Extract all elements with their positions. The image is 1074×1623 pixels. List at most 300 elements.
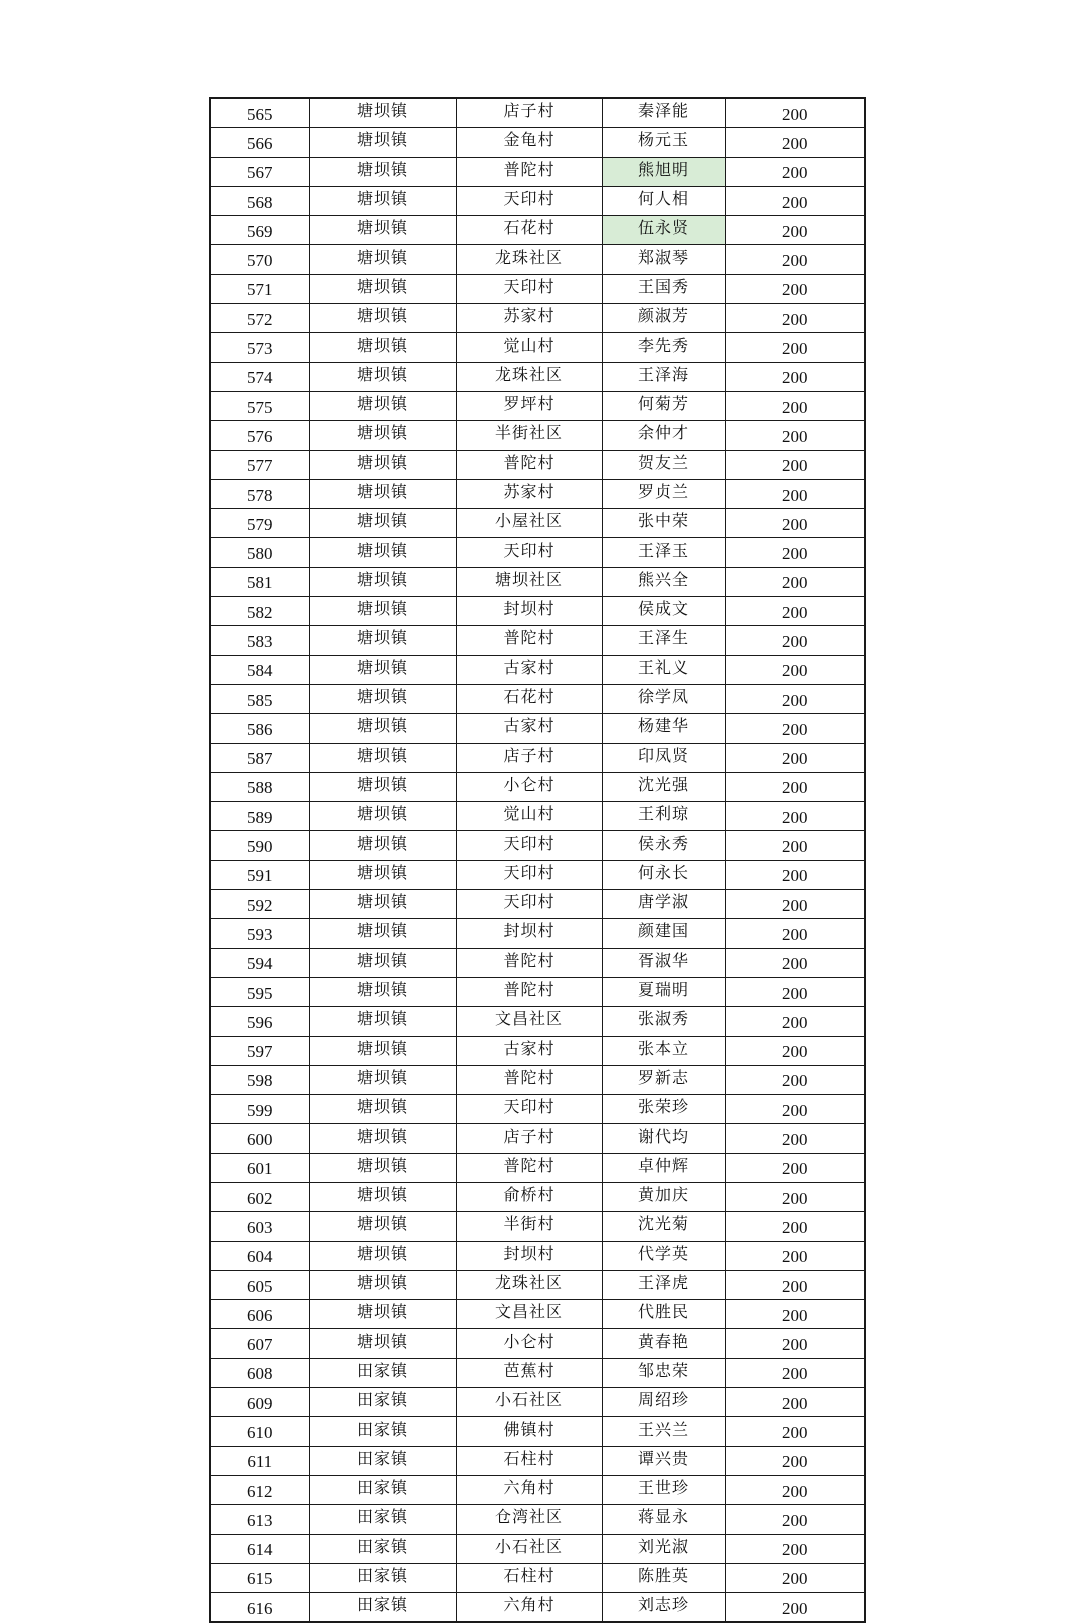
- table-row: [210, 421, 865, 450]
- village-cell: 古家村: [456, 655, 602, 684]
- recipient-name-cell: 侯成文: [602, 597, 725, 626]
- recipient-name-cell: 熊旭明: [602, 157, 725, 186]
- table-row: [210, 128, 865, 157]
- recipient-name-cell: 颜建国: [602, 919, 725, 948]
- town-cell: 塘坝镇: [309, 1036, 456, 1065]
- row-number-cell: 573: [210, 333, 309, 362]
- town-cell: 塘坝镇: [309, 1153, 456, 1182]
- recipient-name-cell: 伍永贤: [602, 216, 725, 245]
- row-number-cell: 571: [210, 274, 309, 303]
- table-row: [210, 1212, 865, 1241]
- recipient-name-cell: 刘志珍: [602, 1593, 725, 1623]
- row-number-cell: 567: [210, 157, 309, 186]
- town-cell: 塘坝镇: [309, 450, 456, 479]
- town-cell: 塘坝镇: [309, 1212, 456, 1241]
- recipient-name-cell: 夏瑞明: [602, 977, 725, 1006]
- row-number-cell: 565: [210, 98, 309, 128]
- recipient-name-cell: 沈光菊: [602, 1212, 725, 1241]
- amount-cell: 200: [725, 831, 865, 860]
- table-row: [210, 684, 865, 713]
- village-cell: 金龟村: [456, 128, 602, 157]
- town-cell: 塘坝镇: [309, 948, 456, 977]
- table-row: [210, 772, 865, 801]
- recipient-name-cell: 陈胜英: [602, 1563, 725, 1592]
- table-row: [210, 245, 865, 274]
- town-cell: 塘坝镇: [309, 274, 456, 303]
- recipient-name-cell: 熊兴全: [602, 567, 725, 596]
- village-cell: 罗坪村: [456, 391, 602, 420]
- recipient-name-cell: 余仲才: [602, 421, 725, 450]
- amount-cell: 200: [725, 655, 865, 684]
- row-number-cell: 606: [210, 1300, 309, 1329]
- table-row: [210, 1270, 865, 1299]
- village-cell: 文昌社区: [456, 1007, 602, 1036]
- town-cell: 塘坝镇: [309, 1300, 456, 1329]
- table-row: [210, 1095, 865, 1124]
- table-row: [210, 450, 865, 479]
- village-cell: 苏家村: [456, 479, 602, 508]
- town-cell: 塘坝镇: [309, 479, 456, 508]
- recipient-name-cell: 谭兴贵: [602, 1446, 725, 1475]
- amount-cell: 200: [725, 450, 865, 479]
- town-cell: 田家镇: [309, 1475, 456, 1504]
- recipient-name-cell: 胥淑华: [602, 948, 725, 977]
- village-cell: 佛镇村: [456, 1417, 602, 1446]
- row-number-cell: 593: [210, 919, 309, 948]
- town-cell: 塘坝镇: [309, 1241, 456, 1270]
- table-row: [210, 860, 865, 889]
- amount-cell: 200: [725, 1534, 865, 1563]
- amount-cell: 200: [725, 1212, 865, 1241]
- row-number-cell: 590: [210, 831, 309, 860]
- recipient-name-cell: 李先秀: [602, 333, 725, 362]
- recipient-name-cell: 印凤贤: [602, 743, 725, 772]
- table-row: [210, 890, 865, 919]
- village-cell: 仓湾社区: [456, 1505, 602, 1534]
- amount-cell: 200: [725, 1563, 865, 1592]
- town-cell: 田家镇: [309, 1534, 456, 1563]
- village-cell: 龙珠社区: [456, 1270, 602, 1299]
- row-number-cell: 568: [210, 186, 309, 215]
- row-number-cell: 581: [210, 567, 309, 596]
- table-row: [210, 1036, 865, 1065]
- town-cell: 塘坝镇: [309, 304, 456, 333]
- row-number-cell: 597: [210, 1036, 309, 1065]
- table-row: [210, 802, 865, 831]
- amount-cell: 200: [725, 362, 865, 391]
- table-row: [210, 1329, 865, 1358]
- amount-cell: 200: [725, 743, 865, 772]
- village-cell: 普陀村: [456, 1153, 602, 1182]
- row-number-cell: 602: [210, 1182, 309, 1211]
- amount-cell: 200: [725, 567, 865, 596]
- amount-cell: 200: [725, 948, 865, 977]
- row-number-cell: 614: [210, 1534, 309, 1563]
- table-row: [210, 1007, 865, 1036]
- amount-cell: 200: [725, 421, 865, 450]
- town-cell: 塘坝镇: [309, 421, 456, 450]
- table-row: [210, 714, 865, 743]
- village-cell: 觉山村: [456, 802, 602, 831]
- recipient-name-cell: 何人相: [602, 186, 725, 215]
- amount-cell: 200: [725, 1036, 865, 1065]
- table-row: [210, 1300, 865, 1329]
- village-cell: 店子村: [456, 98, 602, 128]
- recipient-name-cell: 罗新志: [602, 1065, 725, 1094]
- village-cell: 六角村: [456, 1593, 602, 1623]
- amount-cell: 200: [725, 216, 865, 245]
- recipient-name-cell: 张淑秀: [602, 1007, 725, 1036]
- village-cell: 小仑村: [456, 1329, 602, 1358]
- row-number-cell: 587: [210, 743, 309, 772]
- amount-cell: 200: [725, 597, 865, 626]
- table-row: [210, 157, 865, 186]
- village-cell: 芭蕉村: [456, 1358, 602, 1387]
- amount-cell: 200: [725, 538, 865, 567]
- row-number-cell: 575: [210, 391, 309, 420]
- town-cell: 塘坝镇: [309, 1095, 456, 1124]
- town-cell: 塘坝镇: [309, 860, 456, 889]
- row-number-cell: 608: [210, 1358, 309, 1387]
- table-row: [210, 1124, 865, 1153]
- amount-cell: 200: [725, 1417, 865, 1446]
- row-number-cell: 589: [210, 802, 309, 831]
- table-row: [210, 1241, 865, 1270]
- village-cell: 普陀村: [456, 1065, 602, 1094]
- amount-cell: 200: [725, 1124, 865, 1153]
- town-cell: 田家镇: [309, 1417, 456, 1446]
- recipient-name-cell: 王泽玉: [602, 538, 725, 567]
- village-cell: 封坝村: [456, 919, 602, 948]
- town-cell: 塘坝镇: [309, 890, 456, 919]
- amount-cell: 200: [725, 919, 865, 948]
- town-cell: 塘坝镇: [309, 802, 456, 831]
- row-number-cell: 572: [210, 304, 309, 333]
- table-row: [210, 626, 865, 655]
- village-cell: 普陀村: [456, 450, 602, 479]
- row-number-cell: 580: [210, 538, 309, 567]
- recipient-name-cell: 王泽生: [602, 626, 725, 655]
- amount-cell: 200: [725, 1505, 865, 1534]
- row-number-cell: 595: [210, 977, 309, 1006]
- row-number-cell: 594: [210, 948, 309, 977]
- row-number-cell: 585: [210, 684, 309, 713]
- table-row: [210, 479, 865, 508]
- village-cell: 龙珠社区: [456, 245, 602, 274]
- recipient-name-cell: 王兴兰: [602, 1417, 725, 1446]
- table-body: [210, 98, 865, 1622]
- village-cell: 古家村: [456, 1036, 602, 1065]
- town-cell: 塘坝镇: [309, 333, 456, 362]
- row-number-cell: 592: [210, 890, 309, 919]
- village-cell: 半街村: [456, 1212, 602, 1241]
- table-row: [210, 216, 865, 245]
- town-cell: 塘坝镇: [309, 362, 456, 391]
- recipient-name-cell: 杨元玉: [602, 128, 725, 157]
- table-row: [210, 567, 865, 596]
- row-number-cell: 582: [210, 597, 309, 626]
- table-row: [210, 538, 865, 567]
- village-cell: 天印村: [456, 1095, 602, 1124]
- recipient-name-cell: 杨建华: [602, 714, 725, 743]
- amount-cell: 200: [725, 1446, 865, 1475]
- table-row: [210, 977, 865, 1006]
- town-cell: 塘坝镇: [309, 1065, 456, 1094]
- village-cell: 文昌社区: [456, 1300, 602, 1329]
- table-row: [210, 1388, 865, 1417]
- row-number-cell: 576: [210, 421, 309, 450]
- table-row: [210, 1534, 865, 1563]
- village-cell: 俞桥村: [456, 1182, 602, 1211]
- village-cell: 封坝村: [456, 597, 602, 626]
- row-number-cell: 607: [210, 1329, 309, 1358]
- recipient-name-cell: 王礼义: [602, 655, 725, 684]
- village-cell: 半街社区: [456, 421, 602, 450]
- table-row: [210, 1182, 865, 1211]
- recipient-name-cell: 卓仲辉: [602, 1153, 725, 1182]
- table-row: [210, 1593, 865, 1623]
- table-row: [210, 1153, 865, 1182]
- recipient-name-cell: 周绍珍: [602, 1388, 725, 1417]
- town-cell: 塘坝镇: [309, 743, 456, 772]
- village-cell: 天印村: [456, 860, 602, 889]
- row-number-cell: 591: [210, 860, 309, 889]
- town-cell: 塘坝镇: [309, 919, 456, 948]
- amount-cell: 200: [725, 186, 865, 215]
- table-row: [210, 509, 865, 538]
- table-row: [210, 362, 865, 391]
- row-number-cell: 612: [210, 1475, 309, 1504]
- table-row: [210, 743, 865, 772]
- village-cell: 天印村: [456, 831, 602, 860]
- village-cell: 古家村: [456, 714, 602, 743]
- recipient-name-cell: 王世珍: [602, 1475, 725, 1504]
- row-number-cell: 570: [210, 245, 309, 274]
- recipient-name-cell: 蒋显永: [602, 1505, 725, 1534]
- amount-cell: 200: [725, 304, 865, 333]
- amount-cell: 200: [725, 1007, 865, 1036]
- village-cell: 普陀村: [456, 977, 602, 1006]
- town-cell: 田家镇: [309, 1358, 456, 1387]
- town-cell: 塘坝镇: [309, 714, 456, 743]
- town-cell: 塘坝镇: [309, 391, 456, 420]
- recipient-name-cell: 黄加庆: [602, 1182, 725, 1211]
- town-cell: 塘坝镇: [309, 186, 456, 215]
- village-cell: 店子村: [456, 743, 602, 772]
- amount-cell: 200: [725, 1182, 865, 1211]
- row-number-cell: 569: [210, 216, 309, 245]
- row-number-cell: 586: [210, 714, 309, 743]
- table-row: [210, 1475, 865, 1504]
- village-cell: 小石社区: [456, 1388, 602, 1417]
- town-cell: 塘坝镇: [309, 128, 456, 157]
- village-cell: 石柱村: [456, 1446, 602, 1475]
- recipient-name-cell: 刘光淑: [602, 1534, 725, 1563]
- village-cell: 苏家村: [456, 304, 602, 333]
- row-number-cell: 577: [210, 450, 309, 479]
- amount-cell: 200: [725, 977, 865, 1006]
- village-cell: 塘坝社区: [456, 567, 602, 596]
- amount-cell: 200: [725, 772, 865, 801]
- recipient-name-cell: 颜淑芳: [602, 304, 725, 333]
- recipient-name-cell: 唐学淑: [602, 890, 725, 919]
- recipient-name-cell: 邹忠荣: [602, 1358, 725, 1387]
- recipient-name-cell: 秦泽能: [602, 98, 725, 128]
- town-cell: 塘坝镇: [309, 655, 456, 684]
- table-row: [210, 186, 865, 215]
- table-row: [210, 1065, 865, 1094]
- village-cell: 龙珠社区: [456, 362, 602, 391]
- village-cell: 天印村: [456, 890, 602, 919]
- amount-cell: 200: [725, 1095, 865, 1124]
- town-cell: 塘坝镇: [309, 1270, 456, 1299]
- row-number-cell: 566: [210, 128, 309, 157]
- amount-cell: 200: [725, 1270, 865, 1299]
- amount-cell: 200: [725, 802, 865, 831]
- village-cell: 小仑村: [456, 772, 602, 801]
- table-row: [210, 391, 865, 420]
- row-number-cell: 603: [210, 1212, 309, 1241]
- recipient-name-cell: 郑淑琴: [602, 245, 725, 274]
- amount-cell: 200: [725, 98, 865, 128]
- table-row: [210, 1563, 865, 1592]
- town-cell: 塘坝镇: [309, 626, 456, 655]
- town-cell: 塘坝镇: [309, 216, 456, 245]
- amount-cell: 200: [725, 1593, 865, 1623]
- table-row: [210, 597, 865, 626]
- village-cell: 封坝村: [456, 1241, 602, 1270]
- recipient-name-cell: 何菊芳: [602, 391, 725, 420]
- village-cell: 觉山村: [456, 333, 602, 362]
- row-number-cell: 596: [210, 1007, 309, 1036]
- town-cell: 塘坝镇: [309, 1007, 456, 1036]
- recipient-name-cell: 黄春艳: [602, 1329, 725, 1358]
- recipient-name-cell: 王泽海: [602, 362, 725, 391]
- town-cell: 田家镇: [309, 1446, 456, 1475]
- subsidy-recipient-table: [209, 97, 866, 1623]
- amount-cell: 200: [725, 479, 865, 508]
- table-row: [210, 333, 865, 362]
- village-cell: 石花村: [456, 684, 602, 713]
- row-number-cell: 610: [210, 1417, 309, 1446]
- row-number-cell: 588: [210, 772, 309, 801]
- recipient-name-cell: 王泽虎: [602, 1270, 725, 1299]
- row-number-cell: 609: [210, 1388, 309, 1417]
- amount-cell: 200: [725, 333, 865, 362]
- town-cell: 塘坝镇: [309, 977, 456, 1006]
- amount-cell: 200: [725, 274, 865, 303]
- row-number-cell: 578: [210, 479, 309, 508]
- village-cell: 普陀村: [456, 626, 602, 655]
- town-cell: 塘坝镇: [309, 157, 456, 186]
- town-cell: 塘坝镇: [309, 1182, 456, 1211]
- row-number-cell: 613: [210, 1505, 309, 1534]
- village-cell: 店子村: [456, 1124, 602, 1153]
- town-cell: 田家镇: [309, 1563, 456, 1592]
- row-number-cell: 601: [210, 1153, 309, 1182]
- amount-cell: 200: [725, 157, 865, 186]
- row-number-cell: 604: [210, 1241, 309, 1270]
- table-row: [210, 831, 865, 860]
- row-number-cell: 579: [210, 509, 309, 538]
- amount-cell: 200: [725, 1300, 865, 1329]
- amount-cell: 200: [725, 128, 865, 157]
- amount-cell: 200: [725, 714, 865, 743]
- row-number-cell: 605: [210, 1270, 309, 1299]
- amount-cell: 200: [725, 1153, 865, 1182]
- amount-cell: 200: [725, 626, 865, 655]
- village-cell: 天印村: [456, 538, 602, 567]
- village-cell: 天印村: [456, 274, 602, 303]
- village-cell: 石柱村: [456, 1563, 602, 1592]
- row-number-cell: 574: [210, 362, 309, 391]
- table-row: [210, 1417, 865, 1446]
- table-row: [210, 304, 865, 333]
- town-cell: 田家镇: [309, 1593, 456, 1623]
- recipient-name-cell: 张中荣: [602, 509, 725, 538]
- town-cell: 塘坝镇: [309, 1124, 456, 1153]
- town-cell: 塘坝镇: [309, 509, 456, 538]
- recipient-name-cell: 张本立: [602, 1036, 725, 1065]
- row-number-cell: 611: [210, 1446, 309, 1475]
- amount-cell: 200: [725, 684, 865, 713]
- table-row: [210, 98, 865, 128]
- table-row: [210, 1446, 865, 1475]
- recipient-name-cell: 何永长: [602, 860, 725, 889]
- town-cell: 塘坝镇: [309, 772, 456, 801]
- recipient-name-cell: 徐学凤: [602, 684, 725, 713]
- table-row: [210, 274, 865, 303]
- village-cell: 普陀村: [456, 948, 602, 977]
- recipient-name-cell: 谢代均: [602, 1124, 725, 1153]
- row-number-cell: 598: [210, 1065, 309, 1094]
- row-number-cell: 584: [210, 655, 309, 684]
- recipient-name-cell: 王国秀: [602, 274, 725, 303]
- town-cell: 塘坝镇: [309, 684, 456, 713]
- row-number-cell: 615: [210, 1563, 309, 1592]
- recipient-name-cell: 沈光强: [602, 772, 725, 801]
- amount-cell: 200: [725, 391, 865, 420]
- amount-cell: 200: [725, 1358, 865, 1387]
- town-cell: 塘坝镇: [309, 1329, 456, 1358]
- table-row: [210, 1358, 865, 1387]
- village-cell: 石花村: [456, 216, 602, 245]
- table-row: [210, 655, 865, 684]
- table-row: [210, 948, 865, 977]
- row-number-cell: 583: [210, 626, 309, 655]
- village-cell: 天印村: [456, 186, 602, 215]
- row-number-cell: 616: [210, 1593, 309, 1623]
- village-cell: 小屋社区: [456, 509, 602, 538]
- amount-cell: 200: [725, 1329, 865, 1358]
- recipient-name-cell: 代学英: [602, 1241, 725, 1270]
- row-number-cell: 600: [210, 1124, 309, 1153]
- amount-cell: 200: [725, 1241, 865, 1270]
- amount-cell: 200: [725, 1065, 865, 1094]
- amount-cell: 200: [725, 245, 865, 274]
- recipient-name-cell: 王利琼: [602, 802, 725, 831]
- town-cell: 田家镇: [309, 1505, 456, 1534]
- village-cell: 六角村: [456, 1475, 602, 1504]
- amount-cell: 200: [725, 890, 865, 919]
- recipient-name-cell: 代胜民: [602, 1300, 725, 1329]
- town-cell: 塘坝镇: [309, 567, 456, 596]
- recipient-name-cell: 贺友兰: [602, 450, 725, 479]
- town-cell: 塘坝镇: [309, 597, 456, 626]
- town-cell: 塘坝镇: [309, 538, 456, 567]
- amount-cell: 200: [725, 509, 865, 538]
- village-cell: 普陀村: [456, 157, 602, 186]
